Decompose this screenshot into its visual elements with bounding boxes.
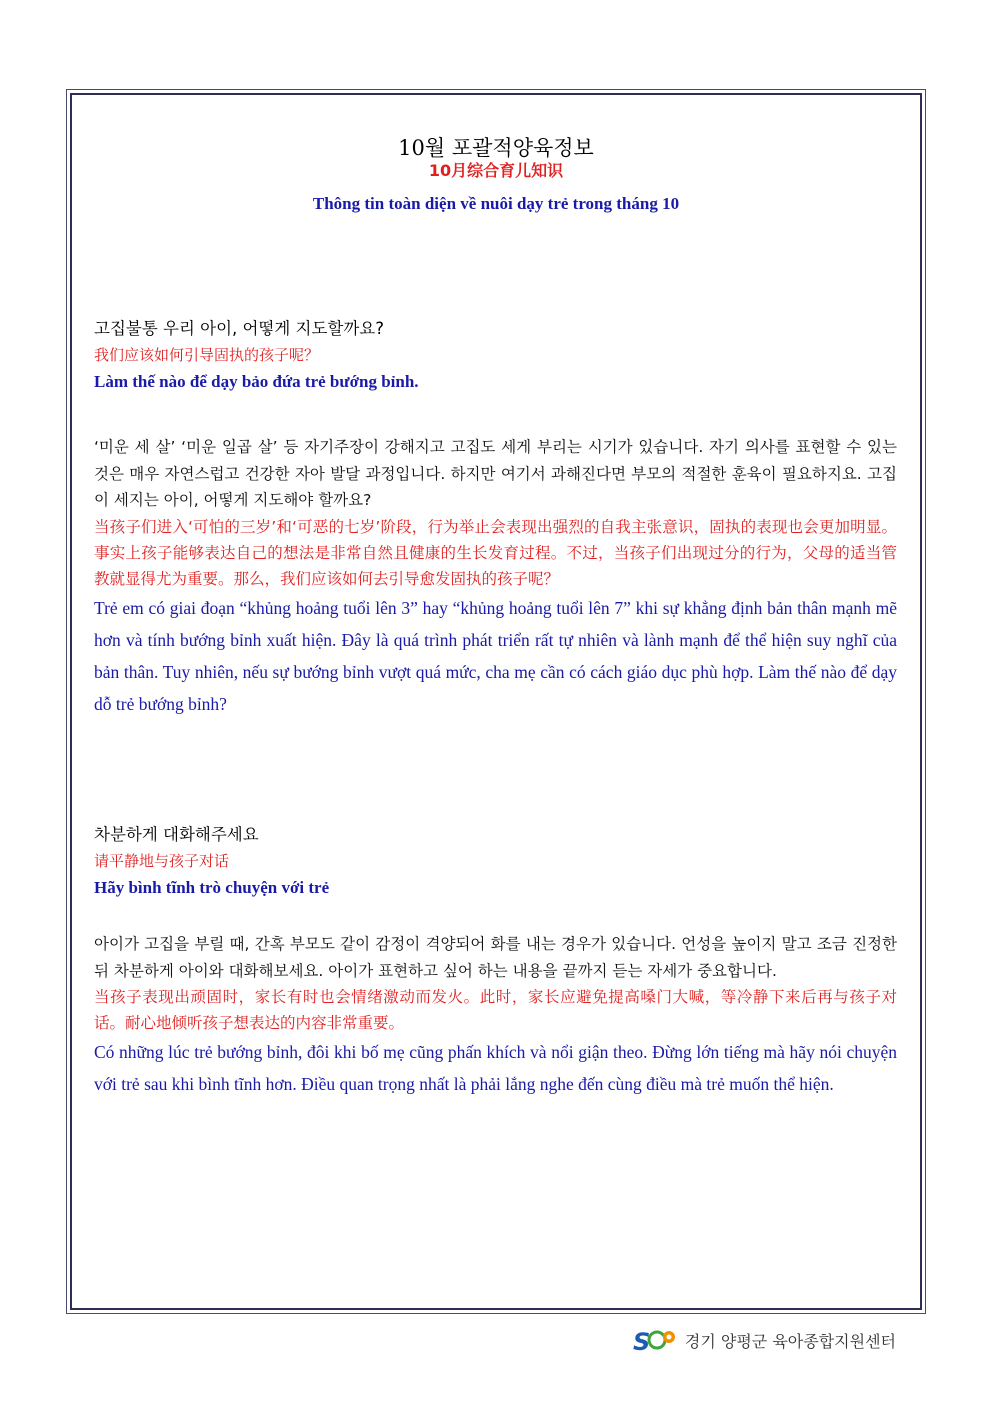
section-2-paragraph-chinese: 当孩子表现出顽固时，家长有时也会情绪激动而发火。此时，家长应避免提高嗓门大喊，等冷静下来后再与孩子对话。耐心地倾听孩子想表达的内容非常重要。 <box>94 988 897 1032</box>
section-2-body <box>94 931 897 1100</box>
section-2-heading-vietnamese: Hãy bình tĩnh trò chuyện với trẻ <box>94 878 330 897</box>
section-1-heading-korean: 고집불통 우리 아이, 어떻게 지도할까요? <box>94 319 385 338</box>
document-header <box>0 134 992 216</box>
footer <box>631 1323 896 1357</box>
section-1-heading-vietnamese: Làm thế nào để dạy bảo đứa trẻ bướng bỉnh. <box>94 372 419 391</box>
section-1-body <box>94 434 897 720</box>
section-1-headings <box>94 316 897 395</box>
svg-text:S: S <box>632 1328 651 1355</box>
section-2-heading-korean: 차분하게 대화해주세요 <box>94 825 259 844</box>
section-2-paragraph-vietnamese: Có những lúc trẻ bướng bỉnh, đôi khi bố mẹ cũng phấn khích và nổi giận theo. Đừng lớn tiếng mà hãy nói chuyện với trẻ sau khi bình tĩnh hơn. Điều quan trọng nhất là phải lắng nghe đến cùng điều mà trẻ muốn thể hiện. <box>94 1042 897 1094</box>
organization-name: 경기 양평군 육아종합지원센터 <box>684 1331 896 1351</box>
section-2-paragraph-korean: 아이가 고집을 부릴 때, 간혹 부모도 같이 감정이 격양되어 화를 내는 경우가 있습니다. 언성을 높이지 말고 조금 진정한 뒤 차분하게 아이와 대화해보세요. 아이가 표현하고 싶어 하는 내용을 끝까지 듣는 자세가 중요합니다. <box>94 935 897 980</box>
section-2-heading-chinese: 请平静地与孩子对话 <box>94 852 230 870</box>
title-chinese: 10月综合育儿知识 <box>428 161 564 180</box>
section-1-paragraph-vietnamese: Trẻ em có giai đoạn “khủng hoảng tuổi lên 3” hay “khủng hoảng tuổi lên 7” khi sự khẳng định bản thân mạnh mẽ hơn và tính bướng bỉnh xuất hiện. Đây là quá trình phát triển rất tự nhiên và lành mạnh để thể hiện suy nghĩ của bản thân. Tuy nhiên, nếu sự bướng bỉnh vượt quá mức, cha mẹ cần có cách giáo dục phù hợp. Làm thế nào để dạy dỗ trẻ bướng bỉnh? <box>94 597 897 714</box>
section-1-paragraph-korean: ‘미운 세 살’ ‘미운 일곱 살’ 등 자기주장이 강해지고 고집도 세게 부리는 시기가 있습니다. 자기 의사를 표현할 수 있는 것은 매우 자연스럽고 건강한 자아 발달 과정입니다. 하지만 여기서 과해진다면 부모의 적절한 훈육이 필요하지요. 고집이 세지는 아이, 어떻게 지도해야 할까요? <box>94 438 897 509</box>
section-2-headings <box>94 822 897 901</box>
title-korean: 10월 포괄적양육정보 <box>398 136 594 160</box>
title-vietnamese: Thông tin toàn diện về nuôi dạy trẻ trong tháng 10 <box>312 194 680 213</box>
section-1-paragraph-chinese: 当孩子们进入‘可怕的三岁’和‘可恶的七岁’阶段，行为举止会表现出强烈的自我主张意识，固执的表现也会更加明显。事实上孩子能够表达自己的想法是非常自然且健康的生长发育过程。不过，当孩子们出现过分的行为，父母的适当管教就显得尤为重要。那么，我们应该如何去引导愈发固执的孩子呢？ <box>94 517 897 588</box>
center-logo-icon <box>631 1325 679 1355</box>
section-1-heading-chinese: 我们应该如何引导固执的孩子呢？ <box>94 346 320 364</box>
